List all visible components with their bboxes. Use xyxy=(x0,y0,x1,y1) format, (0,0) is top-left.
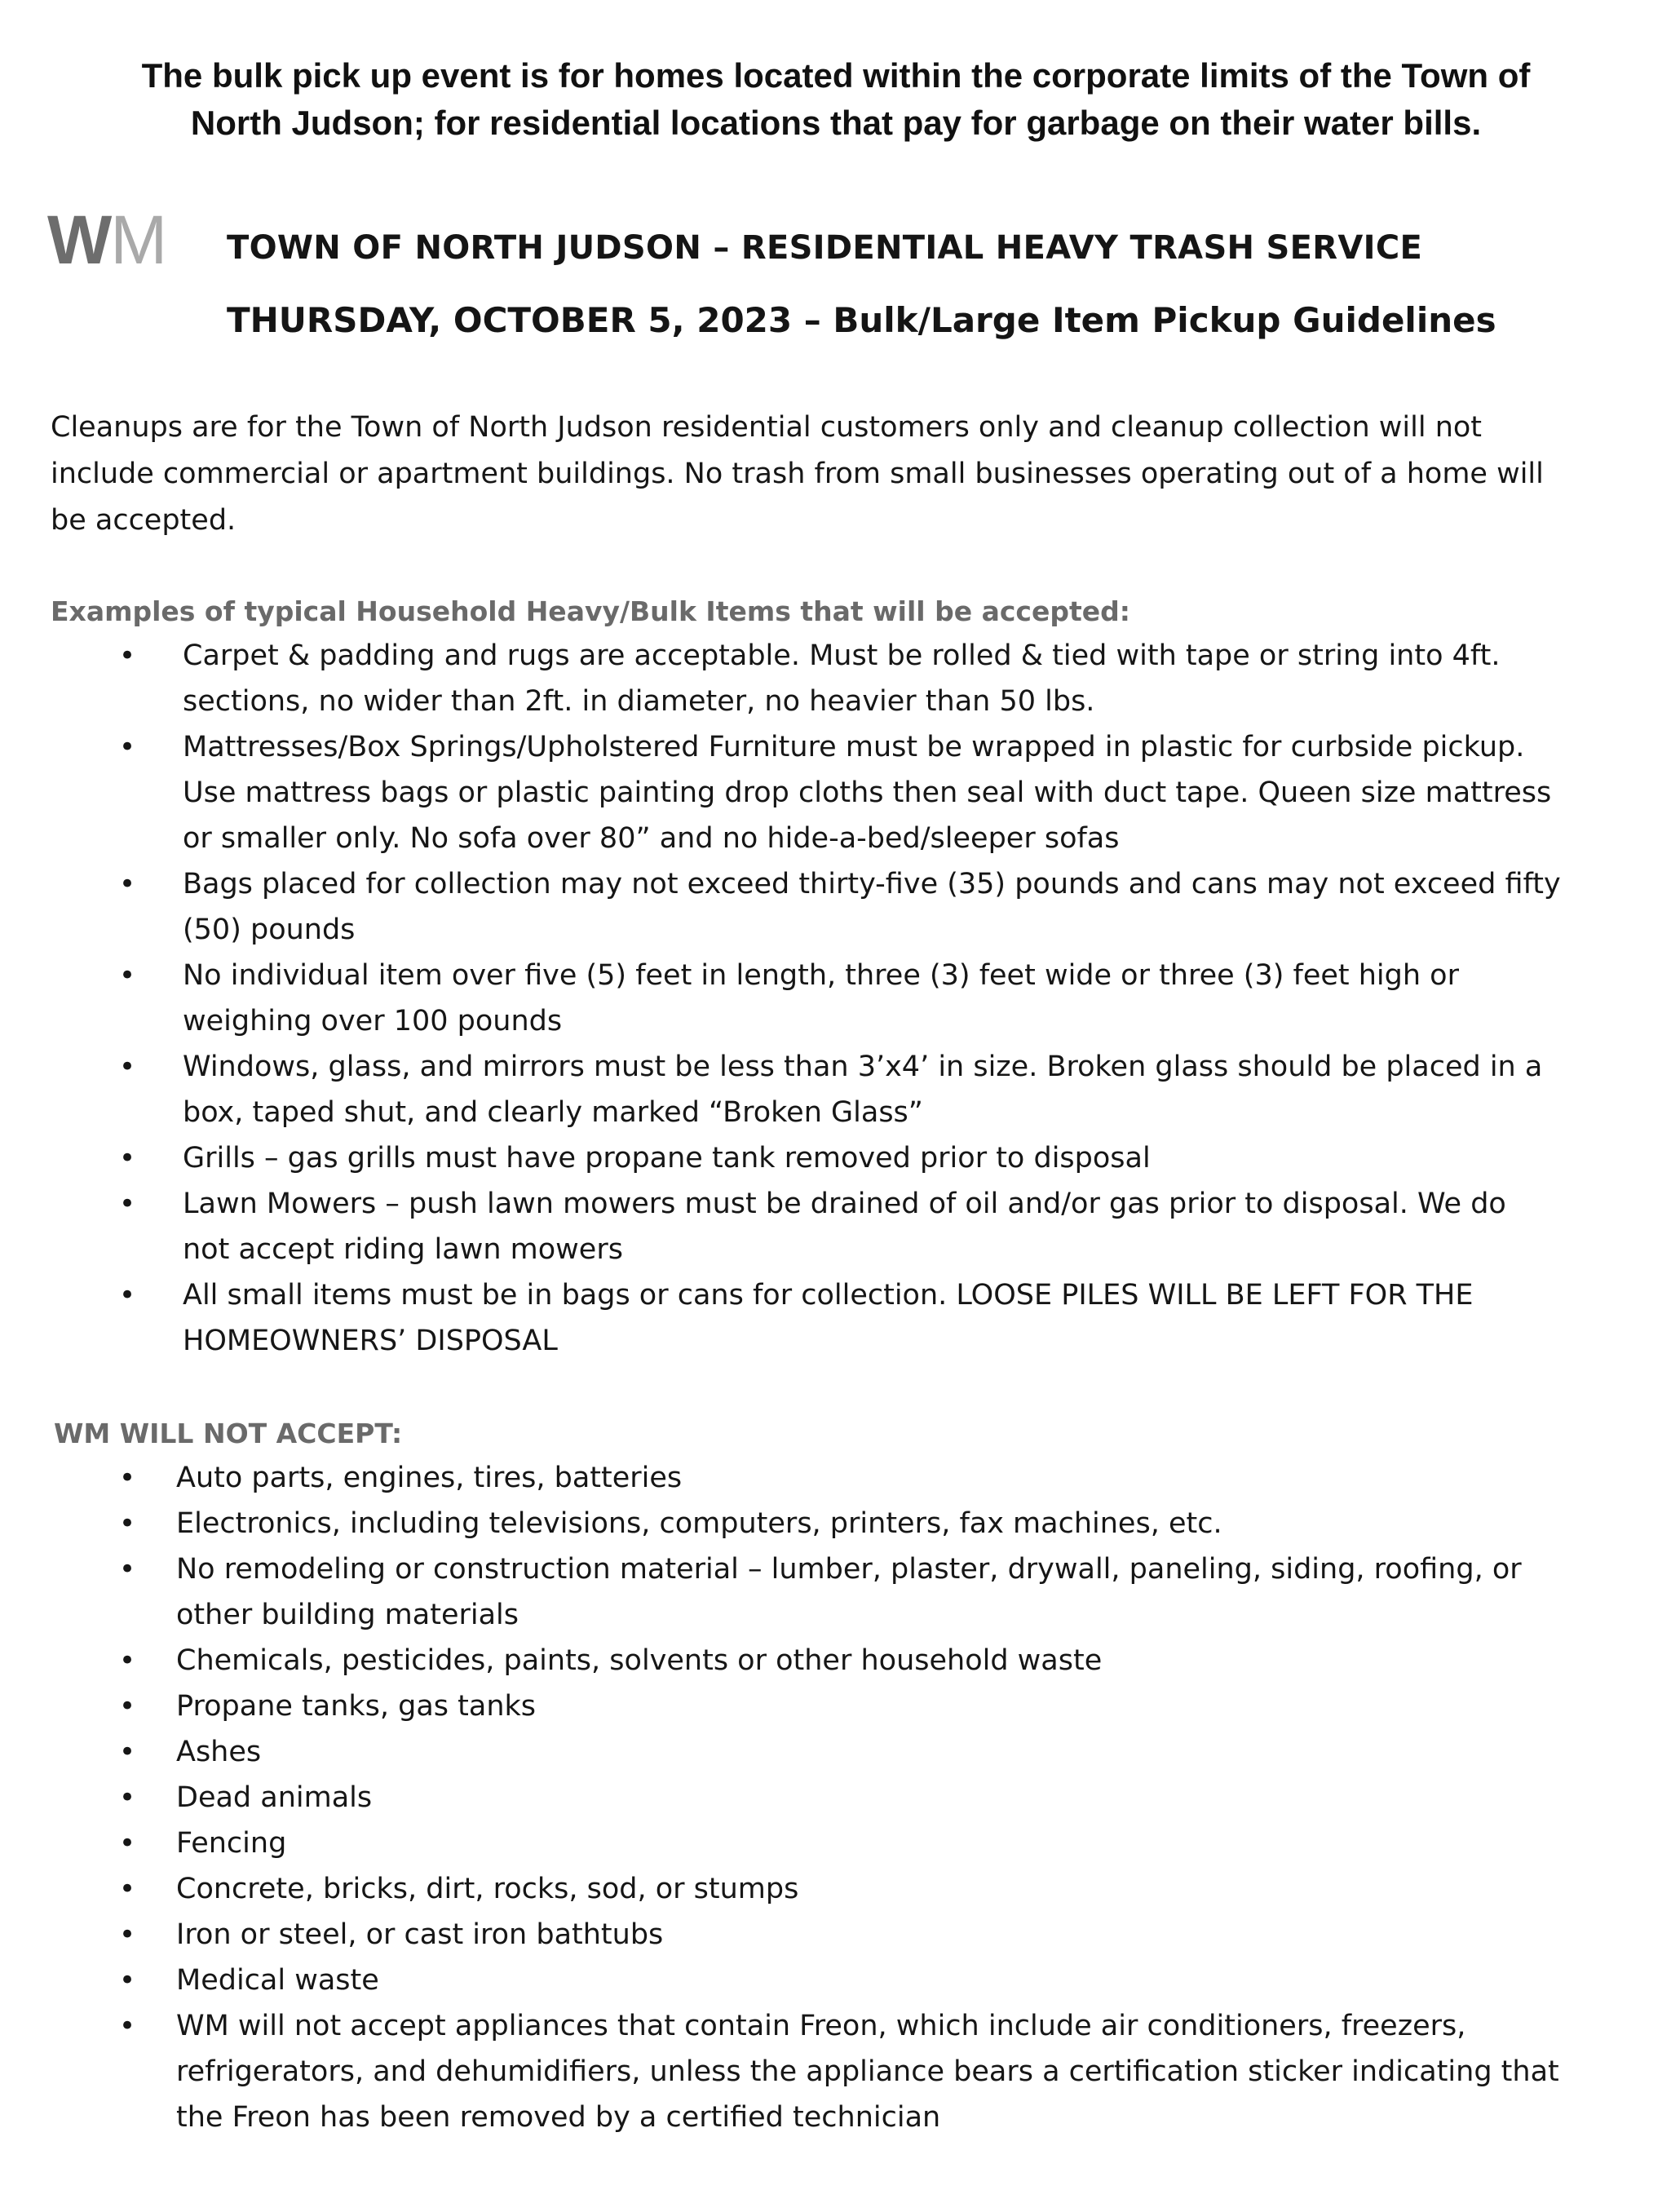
list-item-line: Use mattress bags or plastic painting drop cloths then seal with duct tape. Queen size mattress xyxy=(183,776,1552,809)
bullet-icon: • xyxy=(119,1279,136,1312)
list-item-line: Dead animals xyxy=(176,1781,373,1814)
list-item-line: Lawn Mowers – push lawn mowers must be drained of oil and/or gas prior to disposal. We do xyxy=(183,1188,1506,1220)
accepted-item xyxy=(119,1135,1618,1181)
rejected-item xyxy=(119,1729,1620,1775)
bullet-icon: • xyxy=(119,868,136,900)
list-item-line: WM will not accept appliances that contain Freon, which include air conditioners, freezers, xyxy=(176,2010,1466,2042)
list-item-line: or smaller only. No sofa over 80” and no hide-a-bed/sleeper sofas xyxy=(183,822,1120,855)
list-item-line: weighing over 100 pounds xyxy=(183,1005,563,1037)
bullet-icon: • xyxy=(119,1507,136,1540)
accepted-item xyxy=(119,1044,1618,1135)
bullet-icon: • xyxy=(119,1462,136,1494)
list-item-line: box, taped shut, and clearly marked “Broken Glass” xyxy=(183,1096,923,1129)
bullet-icon: • xyxy=(119,959,136,992)
list-item-line: Fencing xyxy=(176,1827,287,1860)
bullet-icon: • xyxy=(119,1142,136,1175)
accepted-item xyxy=(119,1181,1618,1272)
list-item-line: not accept riding lawn mowers xyxy=(183,1233,623,1266)
intro-line: Cleanups are for the Town of North Judson residential customers only and cleanup collection will not xyxy=(51,411,1483,444)
list-item-line: refrigerators, and dehumidifiers, unless the appliance bears a certification sticker indicating that xyxy=(176,2055,1559,2088)
rejected-item xyxy=(119,1546,1620,1638)
bullet-icon: • xyxy=(119,639,136,672)
document-title: TOWN OF NORTH JUDSON – RESIDENTIAL HEAVY TRASH SERVICE xyxy=(227,229,1423,267)
accepted-items-list xyxy=(119,633,1618,1364)
notice-line: North Judson; for residential locations that pay for garbage on their water bills. xyxy=(190,104,1482,142)
rejected-item xyxy=(119,1683,1620,1729)
logo-letter-m: M xyxy=(110,201,166,278)
bullet-icon: • xyxy=(119,2010,136,2042)
bullet-icon: • xyxy=(119,1644,136,1677)
accepted-item xyxy=(119,633,1618,724)
bullet-icon: • xyxy=(119,1781,136,1814)
rejected-item xyxy=(119,1455,1620,1501)
bullet-icon: • xyxy=(119,1051,136,1083)
rejected-item xyxy=(119,1638,1620,1683)
wm-logo xyxy=(47,201,166,278)
bullet-icon: • xyxy=(119,1827,136,1860)
list-item-line: Medical waste xyxy=(176,1964,379,1997)
bullet-icon: • xyxy=(119,1873,136,1905)
list-item-line: the Freon has been removed by a certified technician xyxy=(176,2101,941,2134)
rejected-item xyxy=(119,1501,1620,1546)
bullet-icon: • xyxy=(119,731,136,763)
bullet-icon: • xyxy=(119,1553,136,1586)
rejected-item xyxy=(119,2003,1620,2140)
intro-paragraph xyxy=(51,405,1616,544)
rejected-items-list xyxy=(119,1455,1620,2140)
list-item-line: other building materials xyxy=(176,1599,519,1631)
accepted-item xyxy=(119,861,1618,953)
bullet-icon: • xyxy=(119,1964,136,1997)
bullet-icon: • xyxy=(119,1736,136,1768)
rejected-item xyxy=(119,1775,1620,1820)
logo-letter-w: W xyxy=(47,201,111,278)
eligibility-notice xyxy=(65,52,1607,147)
bullet-icon: • xyxy=(119,1690,136,1723)
accepted-items-heading: Examples of typical Household Heavy/Bulk Items that will be accepted: xyxy=(51,595,1130,627)
list-item-line: Bags placed for collection may not exceed thirty-five (35) pounds and cans may not exceed fifty xyxy=(183,868,1561,900)
list-item-line: Auto parts, engines, tires, batteries xyxy=(176,1462,683,1494)
list-item-line: HOMEOWNERS’ DISPOSAL xyxy=(183,1325,558,1357)
intro-line: include commercial or apartment buildings. No trash from small businesses operating out of a home will xyxy=(51,458,1544,490)
rejected-item xyxy=(119,1958,1620,2003)
list-item-line: Concrete, bricks, dirt, rocks, sod, or stumps xyxy=(176,1873,799,1905)
rejected-item xyxy=(119,1912,1620,1958)
intro-line: be accepted. xyxy=(51,504,237,537)
list-item-line: No individual item over five (5) feet in length, three (3) feet wide or three (3) feet high or xyxy=(183,959,1459,992)
list-item-line: Iron or steel, or cast iron bathtubs xyxy=(176,1918,664,1951)
notice-line: The bulk pick up event is for homes located within the corporate limits of the Town of xyxy=(141,56,1531,95)
accepted-item xyxy=(119,1272,1618,1364)
list-item-line: Grills – gas grills must have propane tank removed prior to disposal xyxy=(183,1142,1151,1175)
rejected-item xyxy=(119,1866,1620,1912)
list-item-line: Carpet & padding and rugs are acceptable. Must be rolled & tied with tape or string into 4ft. xyxy=(183,639,1501,672)
document-subtitle: THURSDAY, OCTOBER 5, 2023 – Bulk/Large Item Pickup Guidelines xyxy=(227,300,1496,340)
rejected-items-heading: WM WILL NOT ACCEPT: xyxy=(54,1418,403,1449)
list-item-line: No remodeling or construction material – lumber, plaster, drywall, paneling, siding, roofing, or xyxy=(176,1553,1522,1586)
rejected-item xyxy=(119,1820,1620,1866)
list-item-line: Windows, glass, and mirrors must be less than 3’x4’ in size. Broken glass should be placed in a xyxy=(183,1051,1543,1083)
bullet-icon: • xyxy=(119,1918,136,1951)
list-item-line: Propane tanks, gas tanks xyxy=(176,1690,537,1723)
list-item-line: Chemicals, pesticides, paints, solvents or other household waste xyxy=(176,1644,1103,1677)
list-item-line: sections, no wider than 2ft. in diameter, no heavier than 50 lbs. xyxy=(183,685,1095,718)
list-item-line: All small items must be in bags or cans for collection. LOOSE PILES WILL BE LEFT FOR THE xyxy=(183,1279,1474,1312)
list-item-line: Mattresses/Box Springs/Upholstered Furniture must be wrapped in plastic for curbside pickup. xyxy=(183,731,1525,763)
accepted-item xyxy=(119,953,1618,1044)
accepted-item xyxy=(119,724,1618,861)
list-item-line: Electronics, including televisions, computers, printers, fax machines, etc. xyxy=(176,1507,1222,1540)
list-item-line: (50) pounds xyxy=(183,914,356,946)
list-item-line: Ashes xyxy=(176,1736,262,1768)
bullet-icon: • xyxy=(119,1188,136,1220)
